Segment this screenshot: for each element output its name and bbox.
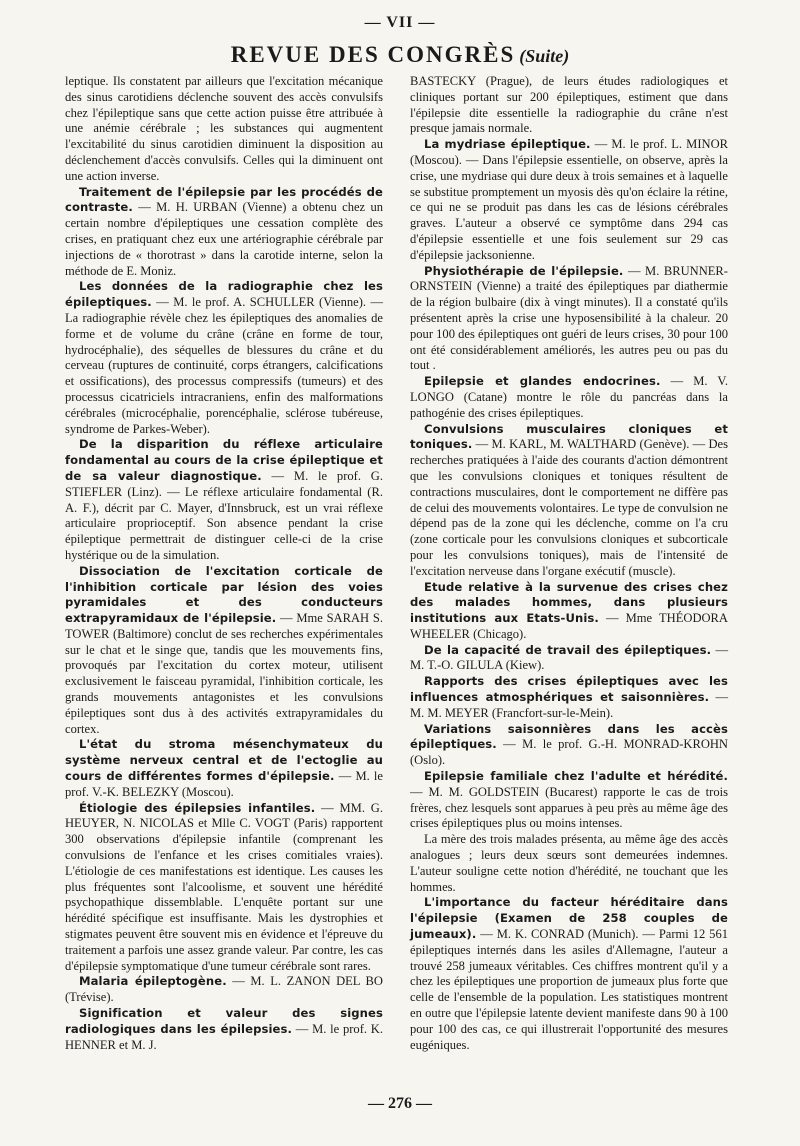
article-entry xyxy=(65,279,383,437)
right-column xyxy=(410,74,728,1053)
article-author: — M. le prof. G. STIEFLER (Linz). xyxy=(65,468,383,499)
article-text: — Des recherches pratiquées à l'aide des courants d'action démontrent que les convulsions cloniques et toniques résultent de contractions musculaires, dont le comportement ne diffère pas de celui des mouvements volontaires. Le type de convulsion ne dépend pas de la zone qui les déclenche, comme on l'a cru (zone corticale pour les convulsions cloniques et subcorticale pour les convulsions toniques), mais de l'intensité de l'excitation nerveuse dans l'organe exécutif (muscle). xyxy=(410,437,728,578)
article-title: L'importance du facteur héréditaire dans l'épilepsie (Examen de 258 couples de jumeaux). xyxy=(410,895,728,942)
article-entry xyxy=(65,564,383,738)
article-title: Malaria épileptogène. xyxy=(79,974,227,989)
article-text: rapporte le cas de trois frères, chez lesquels sont apparues à peu près au même âge des crises épileptiques plus ou moins intenses. xyxy=(410,784,728,831)
article-title: Signification et valeur des signes radiologiques dans les épilepsies. xyxy=(65,1006,383,1036)
article-text: — Dans l'épilepsie essentielle, on observe, après la crise, une mydriase qui dure deux à trois semaines et à laquelle se substitue promptement un myosis dès qu'on éclaire la rétine, ce qui ne se produit pas dans les cas de lésions cérébrales graves. L'auteur a observé ce symptôme dans 294 cas d'épilepsie essentielle et une fois seulement sur 29 cas d'épilepsie jacksonienne. xyxy=(410,152,728,262)
article-entry xyxy=(410,769,728,832)
article-author: — MM. G. HEUYER, N. NICOLAS et Mlle C. VOGT (Paris) xyxy=(65,800,383,831)
page-label: — VII — xyxy=(364,14,436,31)
article-title: Variations saisonnières dans les accès épileptiques. xyxy=(410,721,728,752)
article-text: conclut de ses recherches expérimentales sur le chat et le singe que, tandis que les mouvements fins, provoqués par l'excitation du cortex moteur, utilisent exclusivement le faisceau pyramidal, l'inhibition corticale, les grands mouvements antagonistes et les convulsions épileptiques sont dus à des activités extrapyramidales du cortex. xyxy=(65,626,383,736)
paragraph: La mère des trois malades présenta, au même âge des accès analogues ; leurs deux sœurs sont demeurées indemnes. L'auteur souligne cette notion d'hérédité, ne touchant que les hommes. xyxy=(410,832,728,894)
article-title: Epilepsie et glandes endocrines. xyxy=(424,374,661,389)
article-title: Convulsions musculaires cloniques et toniques. xyxy=(410,421,728,452)
article-author: — M. K. CONRAD (Munich). xyxy=(476,927,639,942)
article-title: L'état du stroma mésenchymateux du système nerveux central et de l'ectoglie au cours de différentes formes d'épilepsie. xyxy=(65,737,383,784)
article-entry xyxy=(410,74,728,137)
article-title: Les données de la radiographie chez les épileptiques. xyxy=(65,279,383,310)
article-author: — M. V. LONGO (Catane) xyxy=(410,374,729,404)
article-text: — Le réflexe articulaire fondamental (R. A. F.), décrit par C. Mayer, d'Innsbruck, est un vrai réflexe articulaire proprioceptif. Son absence pendant la crise épileptique permettrait de distinguer celle-ci de la crise hystérique ou de la simulation. xyxy=(65,484,383,562)
article-entry xyxy=(410,137,728,263)
article-title: Dissociation de l'excitation corticale de l'inhibition corticale par lésion des voies pyramidales et des conducteurs extrapyramidaux de l'épilepsie. xyxy=(65,563,383,626)
section-suite: (Suite) xyxy=(519,46,570,66)
article-title: Traitement de l'épilepsie par les procédés de contraste. xyxy=(65,184,383,215)
article-entry xyxy=(410,580,728,643)
article-text: — Parmi 12 561 épileptiques internés dans les asiles d'Allemagne, l'auteur a trouvé 258 jumeaux véritables. Ces chiffres montrent qu'il y a chez les épileptiques une proportion de jumeaux plus forte que celle de l'ensemble de la population. Les statistiques montrent en outre que l'épilepsie latente devient manifeste dans 90 à 100 pour 100 des cas, ce qui illustrerait l'opportunité des mesures eugéniques. xyxy=(410,927,728,1052)
article-entry xyxy=(410,422,728,580)
article-entry xyxy=(410,643,728,675)
article-entry xyxy=(65,1006,383,1053)
article-entry xyxy=(65,437,383,563)
article-author: — M. L. ZANON DEL BO (Trévise). xyxy=(65,974,383,1005)
article-text: — La radiographie révèle chez les épileptiques des anomalies de forme et de volume du crâne (crâne en forme de tour, hydrocéphalie), des séquelles de blessures du crâne et du cerveau (ruptures de continuité, corps étrangers, calcifications et ossifications), des processus compressifs (tumeurs) et des processus cicatriciels intracraniens, enfin des malformations cérébrales (microcéphalie, porencéphalie, sclérose tubéreuse, syndrome de Parkes-Weber). xyxy=(65,295,384,436)
article-author: BASTECKY (Prague), xyxy=(410,74,533,88)
page-header xyxy=(0,42,800,68)
article-author: — M. KARL, M. WALTHARD (Genève). xyxy=(472,437,690,452)
article-author: — M. le prof. A. SCHULLER (Vienne). xyxy=(156,295,367,310)
article-text: rapportent 300 observations d'épilepsie infantile (comprenant les convulsions de l'enfance et les crises comitiales vraies). L'étiologie de ces manifestations est identique. Les causes les plus fréquentes sont l'alcoolisme, et souvent une hérédité psychopathique dissemblable. L'enquête portant sur une hérédité spécifique est insuffisante. Mais les dystrophies et stigmates peuvent être souvent mis en évidence et l'épreuve du traitement a parfois une assez grande valeur. Par contre, les cas d'épilepsie symptomatique d'une tumeur cérébrale sont rares. xyxy=(65,816,383,973)
article-title: Epilepsie familiale chez l'adulte et hérédité. xyxy=(424,769,728,784)
article-author: — M. BRUNNER-ORNSTEIN (Vienne) xyxy=(410,263,728,294)
article-entry xyxy=(65,801,383,975)
article-title: Étiologie des épilepsies infantiles. xyxy=(79,800,316,815)
article-author: — M. le prof. K. HENNER et M. J. xyxy=(65,1021,383,1052)
article-author: — M. M. MEYER (Francfort-sur-le-Mein). xyxy=(410,690,728,720)
left-column xyxy=(65,74,383,1053)
article-entry xyxy=(65,737,383,800)
article-author: — M. le prof. L. MINOR (Moscou). xyxy=(410,137,728,167)
article-text: a traité des épileptiques par diathermie de la région bulbaire (dix à vingt minutes). Il a constaté qu'ils présentent après la crise une hyposensibilité à la chaleur. 20 pour 100 des épileptiques ont guéri de leurs crises, 30 pour 100 ont été considérablement améliorés, les autres peu ou pas du tout . xyxy=(410,279,728,373)
article-title: Physiothérapie de l'épilepsie. xyxy=(424,263,624,278)
article-author: — M. M. GOLDSTEIN (Bucarest) xyxy=(410,784,598,799)
article-author: — M. H. URBAN (Vienne) xyxy=(138,200,287,215)
paragraph: leptique. Ils constatent par ailleurs que l'excitation mécanique des sinus carotidiens déclenche souvent des accès convulsifs chez l'épileptique sans que cette action puisse être attribuée à une anémie cérébrale ; les substances qui augmentent l'excitabilité du sinus carotidien diminuent la disposition au déclenchement d'accès convulsifs. Celles qui la diminuent ont une action inverse. xyxy=(65,74,383,183)
article-text: de leurs études radiologiques et cliniques portant sur 200 épileptiques, estiment que dans l'épilepsie dite essentielle la radiographie du crâne n'est presque jamais normale. xyxy=(410,74,728,136)
article-entry xyxy=(65,974,383,1006)
section-title: REVUE DES CONGRÈS xyxy=(230,42,516,67)
article-author: — M. le prof. V.-K. BELEZKY (Moscou). xyxy=(65,769,383,799)
article-author: — Mme THÉODORA WHEELER (Chicago). xyxy=(410,611,728,641)
article-title: Etude relative à la survenue des crises chez des malades hommes, dans plusieurs institutions aux Etats-Unis. xyxy=(410,579,728,626)
article-title: De la disparition du réflexe articulaire fondamental au cours de la crise épileptique et de sa valeur diagnostique. xyxy=(65,437,383,483)
article-text: montre le rôle du pancréas dans la pathogénie des crises épileptiques. xyxy=(410,389,728,420)
article-entry xyxy=(410,374,728,421)
article-title: La mydriase épileptique. xyxy=(424,137,591,152)
article-entry xyxy=(410,722,728,769)
article-author: — M. T.-O. GILULA (Kiew). xyxy=(410,642,728,673)
article-text: a obtenu chez un certain nombre d'épileptiques une cessation complète des crises, en pratiquant chez eux une artériographie cérébrale par injections de « thorotrast » dans la carotide interne, selon la méthode de E. Moniz. xyxy=(65,200,383,278)
article-entry xyxy=(65,185,383,280)
article-entry xyxy=(410,895,728,1053)
article-title: Rapports des crises épileptiques avec les influences atmosphériques et saisonnières. xyxy=(410,674,728,705)
article-author: — M. le prof. G.-H. MONRAD-KROHN (Oslo). xyxy=(410,737,728,768)
article-title: De la capacité de travail des épileptiques. xyxy=(424,642,712,657)
article-entry xyxy=(410,674,728,721)
article-entry xyxy=(410,264,728,375)
article-author: — Mme SARAH S. TOWER (Baltimore) xyxy=(65,611,383,641)
page-number: — 276 — xyxy=(368,1095,432,1112)
